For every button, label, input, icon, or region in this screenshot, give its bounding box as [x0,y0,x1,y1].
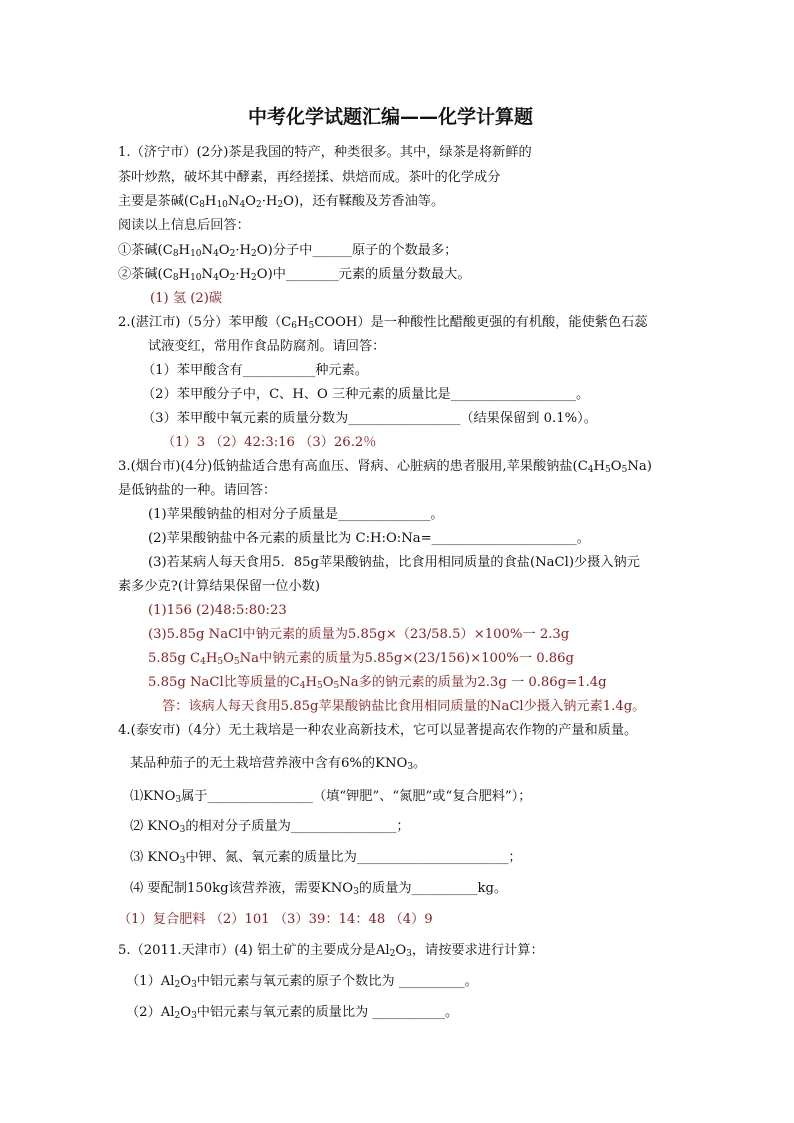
q4-sub-3: ⑶ $KNO_3$中钾、氮、氧元素的质量比为_______________________； [130,850,522,866]
q2-line-2: 试液变红，常用作食品防腐剂。请回答： [148,339,386,354]
q3-answer-5: 答：该病人每天食用5.85g苹果酸钠盐比食用相同质量的NaCl少摄入钠元素1.4g。 [162,699,646,714]
q1-line-4: 阅读以上信息后回答： [118,218,250,233]
q2-sub-1: （1）苯甲酸含有___________种元素。 [142,363,368,378]
q4-line-1: 4.(泰安市)（4分）无土栽培是一种农业高新技术，它可以显著提高农作物的产量和质量。 [118,723,638,738]
q1-sub-2: ②茶碱$(C_8H_{10}N_4O_2\cdot H_2O)$中________元素的质量分数最大。 [118,267,471,283]
page-title: 中考化学试题汇编——化学计算题 [248,106,534,128]
q5-line-1: 5.（2011.天津市）(4) 铝土矿的主要成分是$Al_2O_3$，请按要求进行计算： [118,943,544,959]
q1-answer: (1) 氢 (2)碳 [150,291,223,306]
q3-answer-3: 5.85g $C_4H_5O_5Na$中钠元素的质量为5.85g×(23/156)×100%一 0.86g [148,651,574,667]
q3-answer-1: (1)156 (2)48:5:80:23 [148,603,287,618]
q4-answer: （1）复合肥料 （2）101 （3）39：14：48 （4）9 [118,912,433,927]
q3-answer-2: (3)5.85g NaCl中钠元素的质量为5.85g×（23/58.5）×100%一 2.3g [148,627,570,642]
q3-sub-1: (1)苹果酸钠盐的相对分子质量是______________。 [148,507,444,522]
q4-line-2: 某品种茄子的无土栽培营养液中含有6%的$KNO_3$。 [130,756,427,772]
q3-line-2: 是低钠盐的一种。请回答： [118,483,277,498]
q3-sub-3b: 素多少克?(计算结果保留一位小数) [118,579,320,594]
q1-line-1: 1.（济宁市）(2分)茶是我国的特产，种类很多。其中，绿茶是将新鲜的 [118,145,532,160]
q2-answer: （1）3 （2）42:3:16 （3）26.2％ [162,435,377,450]
q3-line-1: 3.(烟台市)(4分)低钠盐适合患有高血压、肾病、心脏病的患者服用,苹果酸钠盐$(C_4H_5O_5Na)$ [118,459,652,475]
q2-sub-3: （3）苯甲酸中氧元素的质量分数为_________________（结果保留到 0.1%）。 [142,411,597,426]
q5-sub-2: $(2)Al_2O_3$中铝元素与氧元素的质量比为 ___________。 [126,1005,459,1021]
q3-sub-3: (3)若某病人每天食用5．85g苹果酸钠盐，比食用相同质量的食盐(NaCl)少摄入钠元 [148,555,640,570]
q1-line-3: 主要是茶碱$(C_8H_{10}N_4O_2\cdot H_2O)$，还有鞣酸及芳香油等。 [118,194,445,210]
q3-answer-4: 5.85g NaCl比等质量的$C_4H_5O_5Na$多的钠元素的质量为2.3g 一 0.86g=1.4g [148,675,607,691]
q4-sub-1: $⑴KNO_3$属于________________（填“钾肥”、“氮肥”或“复合肥料”）； [130,789,532,805]
q2-sub-2: （2）苯甲酸分子中，C、H、O 三种元素的质量比是___________________。 [142,387,590,402]
q1-sub-1: ①茶碱$(C_8H_{10}N_4O_2\cdot H_2O)$分子中______原子的个数最多； [118,243,458,259]
q4-sub-2: ⑵ $KNO_3$的相对分子质量为________________； [130,819,410,835]
q2-line-1: 2.(湛江市)（5分）苯甲酸$(C_6H_5COOH)$是一种酸性比醋酸更强的有机酸，能使紫色石蕊 [118,315,648,331]
q1-line-2: 茶叶炒熬，破坏其中酵素，再经搓揉、烘焙而成。茶叶的化学成分 [118,170,501,185]
q5-sub-1: $(1)Al_2O_3$中铝元素与氧元素的原子个数比为 __________。 [126,974,478,990]
q3-sub-2: (2)苹果酸钠盐中各元素的质量比为 C:H:O:Na=______________________。 [148,531,590,546]
q4-sub-4: ⑷ 要配制150kg该营养液，需要$KNO_3$的质量为__________kg。 [130,881,508,897]
